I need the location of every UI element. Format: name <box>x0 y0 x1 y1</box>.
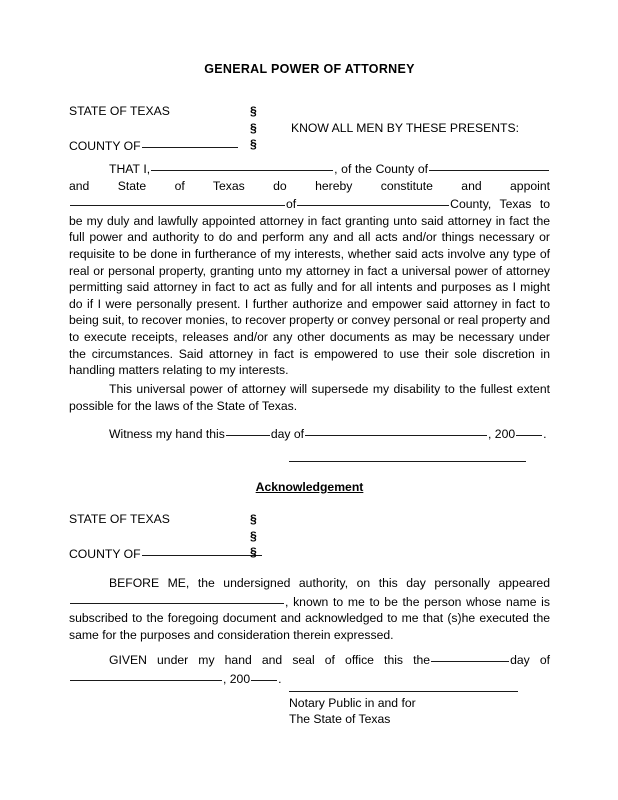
know-all-men-text: KNOW ALL MEN BY THESE PRESENTS: <box>291 120 520 135</box>
caption-row-state <box>69 511 550 528</box>
given-month-blank[interactable] <box>70 669 222 681</box>
attorney-name-blank[interactable] <box>70 194 285 206</box>
witness-day-blank[interactable] <box>226 424 270 436</box>
caption-row-county <box>69 136 550 153</box>
notary-signature-line[interactable] <box>289 691 518 692</box>
principal-signature-line[interactable] <box>289 461 526 462</box>
given-year-blank[interactable] <box>251 669 277 681</box>
county-of-blank[interactable] <box>429 159 549 171</box>
page-title: GENERAL POWER OF ATTORNEY <box>204 62 415 76</box>
section-symbol: § <box>250 137 257 152</box>
caption-row-state <box>69 103 550 120</box>
appearer-name-blank[interactable] <box>70 592 284 604</box>
state-label: STATE OF TEXAS <box>69 104 170 118</box>
section-symbol: § <box>250 120 257 135</box>
county-label: COUNTY OF <box>69 544 263 563</box>
notary-title-line-1: Notary Public in and for <box>289 696 416 710</box>
attorney-county-blank[interactable] <box>297 194 449 206</box>
caption-block-acknowledgement <box>69 511 550 561</box>
caption-row-middle <box>69 120 550 137</box>
before-me-paragraph: BEFORE ME, the undersigned authority, on this day personally appeared, known to me to be the person whose name is subscribed to the foregoing document and acknowledged to me that (s)he executed the same for the purposes and consideration therein expressed. <box>69 576 550 642</box>
principal-name-blank[interactable] <box>151 159 333 171</box>
notary-title-line-2: The State of Texas <box>289 712 391 726</box>
witness-line: Witness my hand this day of , 200 . <box>69 424 550 443</box>
ack-county-blank-field[interactable] <box>142 544 262 556</box>
witness-year-blank[interactable] <box>516 424 542 436</box>
caption-row-county <box>69 544 550 561</box>
supersede-paragraph: This universal power of attorney will supersede my disability to the fullest extent possible for the laws of the State of Texas. <box>69 382 550 413</box>
section-symbol: § <box>250 512 257 526</box>
given-paragraph: GIVEN under my hand and seal of office this the day of, 200 . <box>69 650 550 687</box>
state-label: STATE OF TEXAS <box>69 512 170 526</box>
caption-row-middle <box>69 528 550 545</box>
county-label: COUNTY OF <box>69 136 239 155</box>
section-symbol: § <box>250 528 257 543</box>
acknowledgement-heading: Acknowledgement <box>255 480 364 494</box>
given-day-blank[interactable] <box>431 650 509 662</box>
granting-paragraph: THAT I, , of the County ofand State of Texas do hereby constitute and appointof County, Texas to be my duly and lawfully appointed attorney in fact granting unto said attorney in fact the full power and authority to do and perform any and all acts and/or things necessary or requisite to be done in furtherance of my interests, whether said acts involve any type of real or personal property, granting unto my attorney in fact a universal power of attorney permitting said attorney in fact to act as fully and for all intents and purposes as I might do if I were personally present. I further authorize and empower said attorney in fact to being suit, to recover monies, to recover property or convey personal or real property and to execute receipts, releases and/or any other documents as may be necessary under the circumstances. Said attorney in fact is empowered to use their sole discretion in handling matters relating to my interests. <box>69 159 550 379</box>
section-symbol: § <box>250 104 257 118</box>
county-blank-field[interactable] <box>142 136 238 148</box>
section-symbol: § <box>250 545 257 560</box>
witness-month-blank[interactable] <box>305 424 487 436</box>
caption-block-top <box>69 103 550 153</box>
